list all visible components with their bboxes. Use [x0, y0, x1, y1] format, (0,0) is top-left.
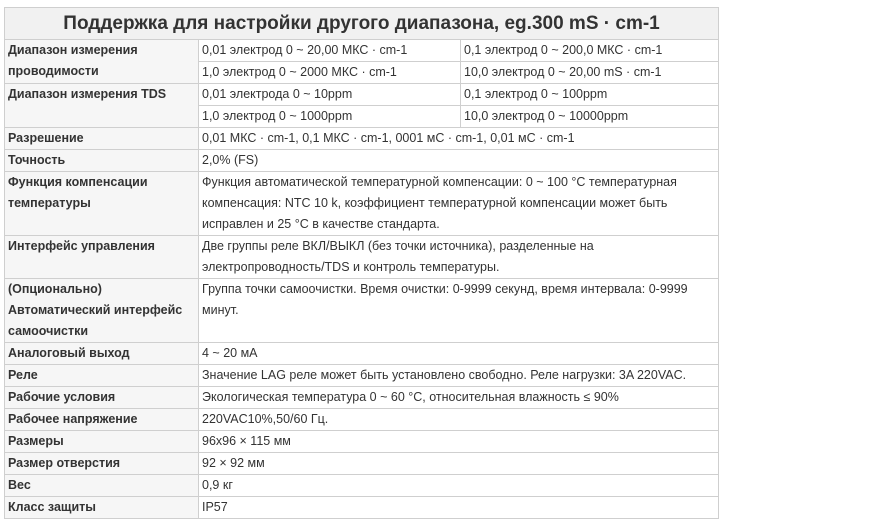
table-row [5, 387, 719, 409]
row-value: IP57 [199, 497, 719, 519]
row-label: Рабочее напряжение [5, 409, 199, 431]
table-row [5, 365, 719, 387]
conductivity-cell: 0,01 электрод 0 ~ 20,00 МКС · cm-1 [199, 40, 461, 62]
row-value: Две группы реле ВКЛ/ВЫКЛ (без точки источника), разделенные на электропроводность/TDS и контроль температуры. [199, 236, 719, 279]
tds-cell: 10,0 электрод 0 ~ 10000ppm [461, 106, 719, 128]
tds-cell: 0,01 электрода 0 ~ 10ppm [199, 84, 461, 106]
table-row [5, 279, 719, 343]
row-label: Класс защиты [5, 497, 199, 519]
row-label: Размеры [5, 431, 199, 453]
tds-cell: 0,1 электрод 0 ~ 100ppm [461, 84, 719, 106]
row-value: 92 × 92 мм [199, 453, 719, 475]
table-row [5, 128, 719, 150]
row-label: Разрешение [5, 128, 199, 150]
table-row [5, 150, 719, 172]
row-value: 96x96 × 115 мм [199, 431, 719, 453]
title-row [5, 8, 719, 40]
row-value: Функция автоматической температурной компенсации: 0 ~ 100 °C температурная компенсация: NTC 10 k, коэффициент температурной компенсации может быть исправлен и 25 °C в качестве стандарта. [199, 172, 719, 236]
table-row [5, 409, 719, 431]
table-row [5, 172, 719, 236]
row-label: Реле [5, 365, 199, 387]
table-row [5, 343, 719, 365]
row-label: (Опционально) Автоматический интерфейс самоочистки [5, 279, 199, 343]
table-row [5, 475, 719, 497]
table-row-conductivity-1 [5, 40, 719, 62]
tds-range-label: Диапазон измерения TDS [5, 84, 199, 128]
table-row [5, 236, 719, 279]
table-row [5, 431, 719, 453]
row-label: Аналоговый выход [5, 343, 199, 365]
conductivity-cell: 10,0 электрод 0 ~ 20,00 mS · cm-1 [461, 62, 719, 84]
row-label: Рабочие условия [5, 387, 199, 409]
row-label: Точность [5, 150, 199, 172]
conductivity-cell: 0,1 электрод 0 ~ 200,0 МКС · cm-1 [461, 40, 719, 62]
spec-table [4, 7, 719, 519]
table-row-tds-1 [5, 84, 719, 106]
conductivity-cell: 1,0 электрод 0 ~ 2000 МКС · cm-1 [199, 62, 461, 84]
row-value: Группа точки самоочистки. Время очистки: 0-9999 секунд, время интервала: 0-9999 минут. [199, 279, 719, 343]
table-row [5, 497, 719, 519]
row-label: Интерфейс управления [5, 236, 199, 279]
row-label: Размер отверстия [5, 453, 199, 475]
row-value: 4 ~ 20 мА [199, 343, 719, 365]
row-value: 0,9 кг [199, 475, 719, 497]
spec-table-container [4, 7, 718, 519]
conductivity-range-label: Диапазон измерения проводимости [5, 40, 199, 84]
row-value: 0,01 МКС · cm-1, 0,1 МКС · cm-1, 0001 мС · cm-1, 0,01 мС · cm-1 [199, 128, 719, 150]
row-value: Значение LAG реле может быть установлено свободно. Реле нагрузки: 3A 220VAC. [199, 365, 719, 387]
table-row [5, 453, 719, 475]
row-value: 2,0% (FS) [199, 150, 719, 172]
table-title: Поддержка для настройки другого диапазона, eg.300 mS · cm-1 [5, 8, 719, 40]
row-value: 220VAC10%,50/60 Гц. [199, 409, 719, 431]
tds-cell: 1,0 электрод 0 ~ 1000ppm [199, 106, 461, 128]
row-label: Функция компенсации температуры [5, 172, 199, 236]
row-label: Вес [5, 475, 199, 497]
row-value: Экологическая температура 0 ~ 60 °C, относительная влажность ≤ 90% [199, 387, 719, 409]
